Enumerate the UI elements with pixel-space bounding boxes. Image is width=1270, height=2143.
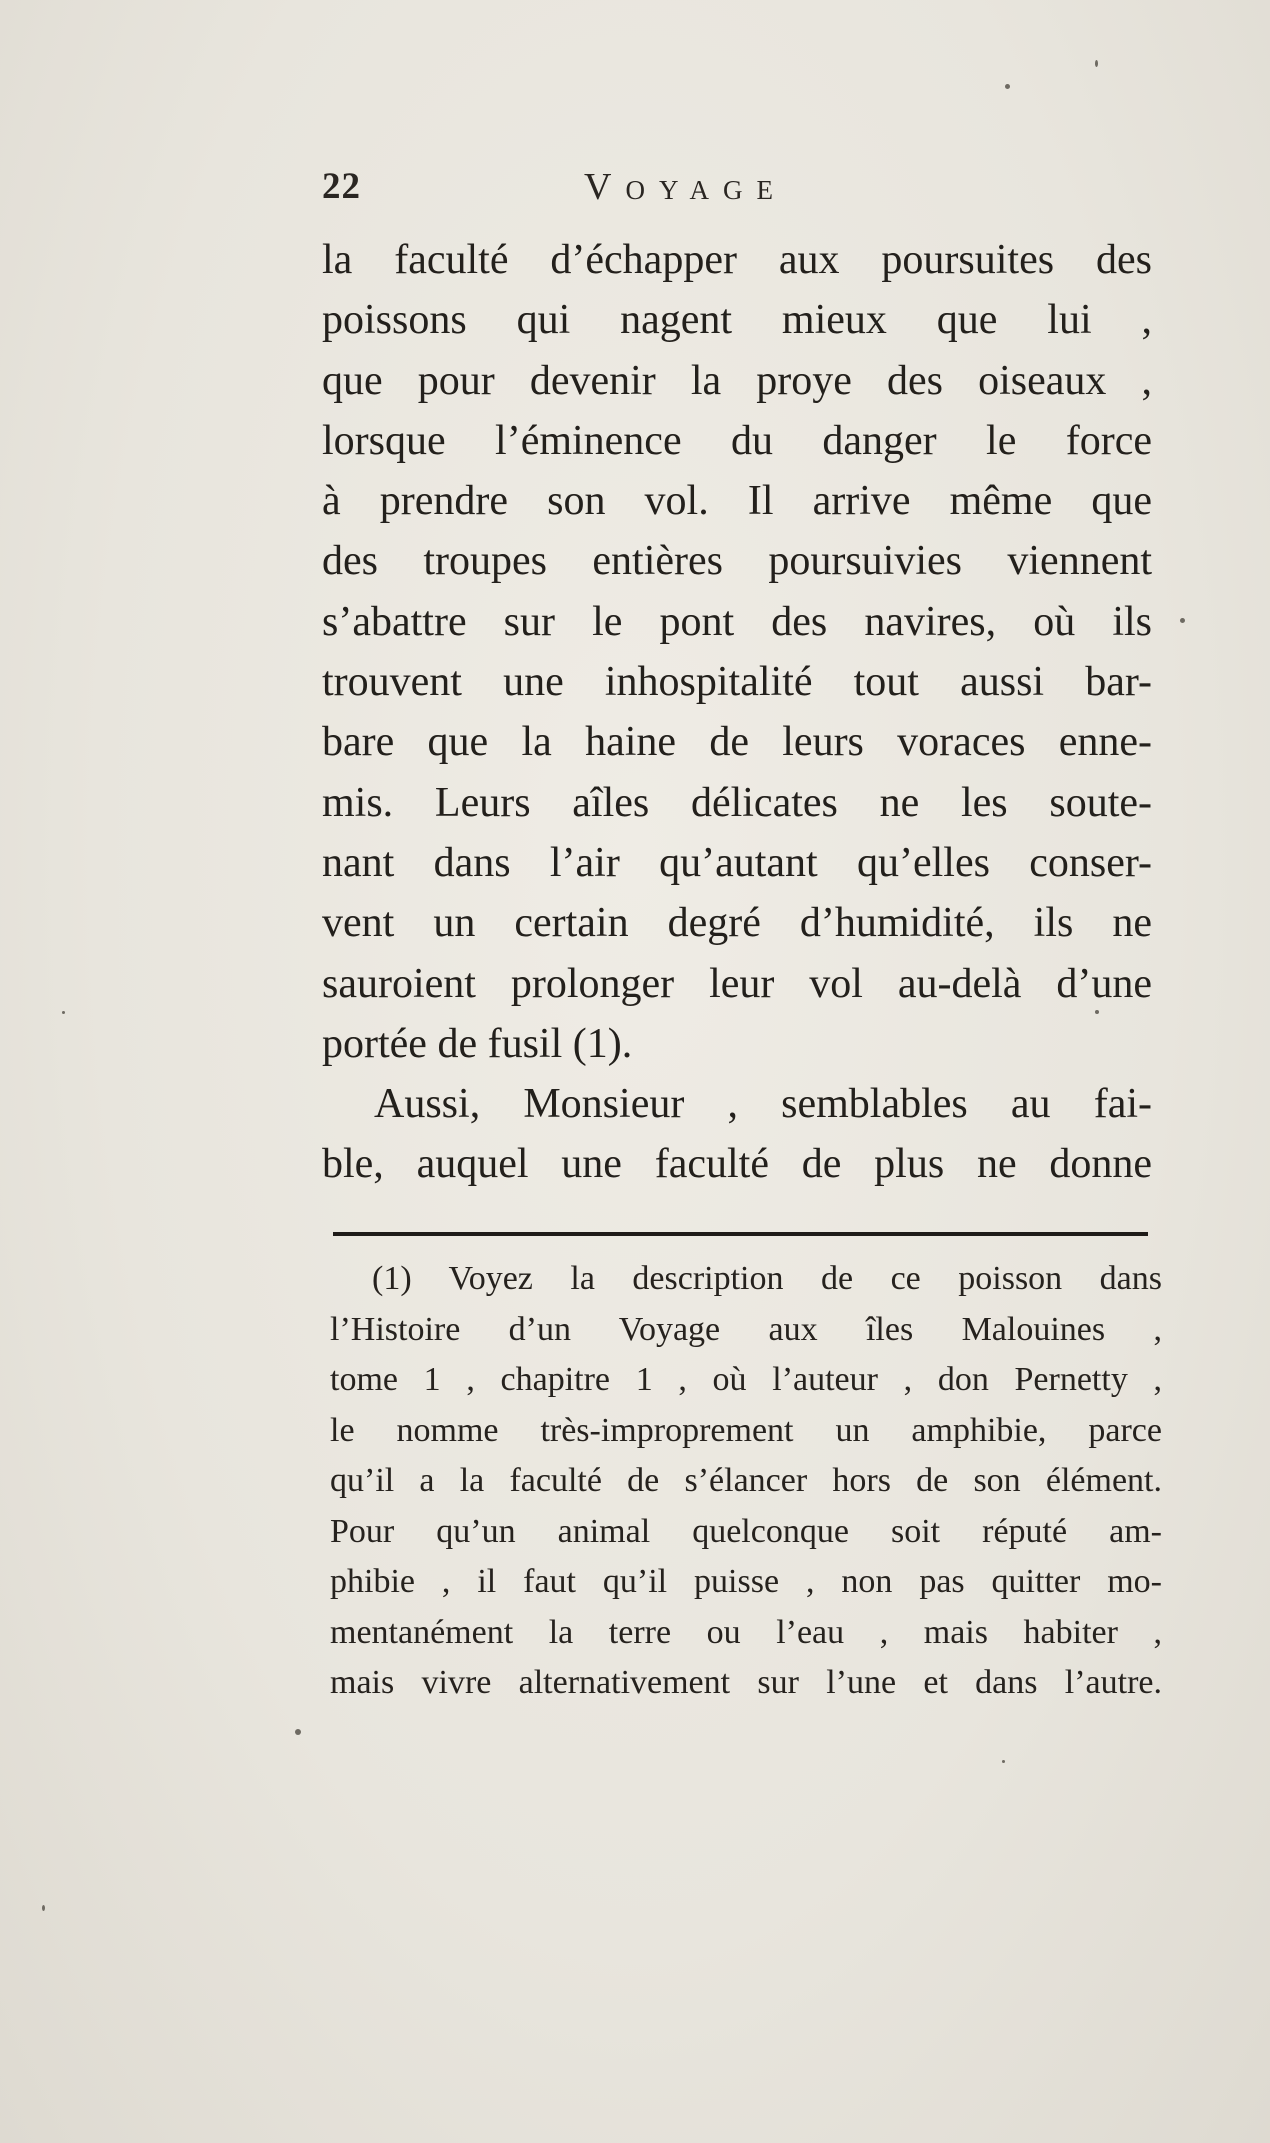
footnote-line: qu’il a la faculté de s’élancer hors de son élément.	[330, 1462, 1162, 1499]
footnote-line: le nomme très-improprement un amphibie, parce	[330, 1411, 1162, 1449]
text-line: la faculté d’échapper aux poursuites des	[322, 237, 1152, 283]
text-line: portée de fusil (1).	[322, 1020, 633, 1067]
footnote-line: (1) Voyez la description de ce poisson dans	[372, 1260, 1162, 1297]
text-line: lorsque l’éminence du danger le force	[322, 417, 1152, 464]
footnote-line: mentanément la terre ou l’eau , mais habiter ,	[330, 1613, 1162, 1651]
main-text	[322, 230, 1152, 1195]
footnote-line: mais vivre alternativement sur l’une et dans l’autre.	[330, 1664, 1162, 1701]
footnote	[330, 1254, 1162, 1709]
paper-speck	[1095, 60, 1098, 67]
page-header	[322, 165, 1152, 225]
text-line: que pour devenir la proye des oiseaux ,	[322, 357, 1152, 404]
text-line: s’abattre sur le pont des navires, où ils	[322, 598, 1152, 645]
text-line: sauroient prolonger leur vol au-delà d’une	[322, 960, 1152, 1007]
text-line: Aussi, Monsieur , semblables au fai-	[374, 1081, 1152, 1128]
footnote-line: phibie , il faut qu’il puisse , non pas quitter mo-	[330, 1563, 1162, 1600]
paper-speck	[1005, 84, 1010, 89]
text-line: vent un certain degré d’humidité, ils ne	[322, 900, 1152, 947]
paper-speck	[1002, 1760, 1005, 1763]
text-line: trouvent une inhospitalité tout aussi bar-	[322, 659, 1152, 706]
text-line: nant dans l’air qu’autant qu’elles conser-	[322, 839, 1152, 886]
footnote-line: tome 1 , chapitre 1 , où l’auteur , don Pernetty ,	[330, 1361, 1162, 1398]
running-title: Voyage	[584, 166, 787, 208]
text-line: ble, auquel une faculté de plus ne donne	[322, 1141, 1152, 1188]
text-line: des troupes entières poursuivies viennent	[322, 538, 1152, 585]
paper-speck	[42, 1905, 45, 1911]
text-line: poissons qui nagent mieux que lui ,	[322, 297, 1152, 344]
paper-speck	[295, 1729, 301, 1735]
text-line: mis. Leurs aîles délicates ne les soute-	[322, 779, 1152, 826]
text-line: à prendre son vol. Il arrive même que	[322, 478, 1152, 525]
paper-speck	[1180, 618, 1185, 623]
footnote-rule	[333, 1232, 1148, 1236]
paper-speck	[62, 1011, 65, 1014]
text-line: bare que la haine de leurs voraces enne-	[322, 719, 1152, 766]
footnote-line: l’Histoire d’un Voyage aux îles Malouines ,	[330, 1310, 1162, 1348]
page-number: 22	[322, 166, 361, 207]
footnote-line: Pour qu’un animal quelconque soit réputé am-	[330, 1512, 1162, 1550]
